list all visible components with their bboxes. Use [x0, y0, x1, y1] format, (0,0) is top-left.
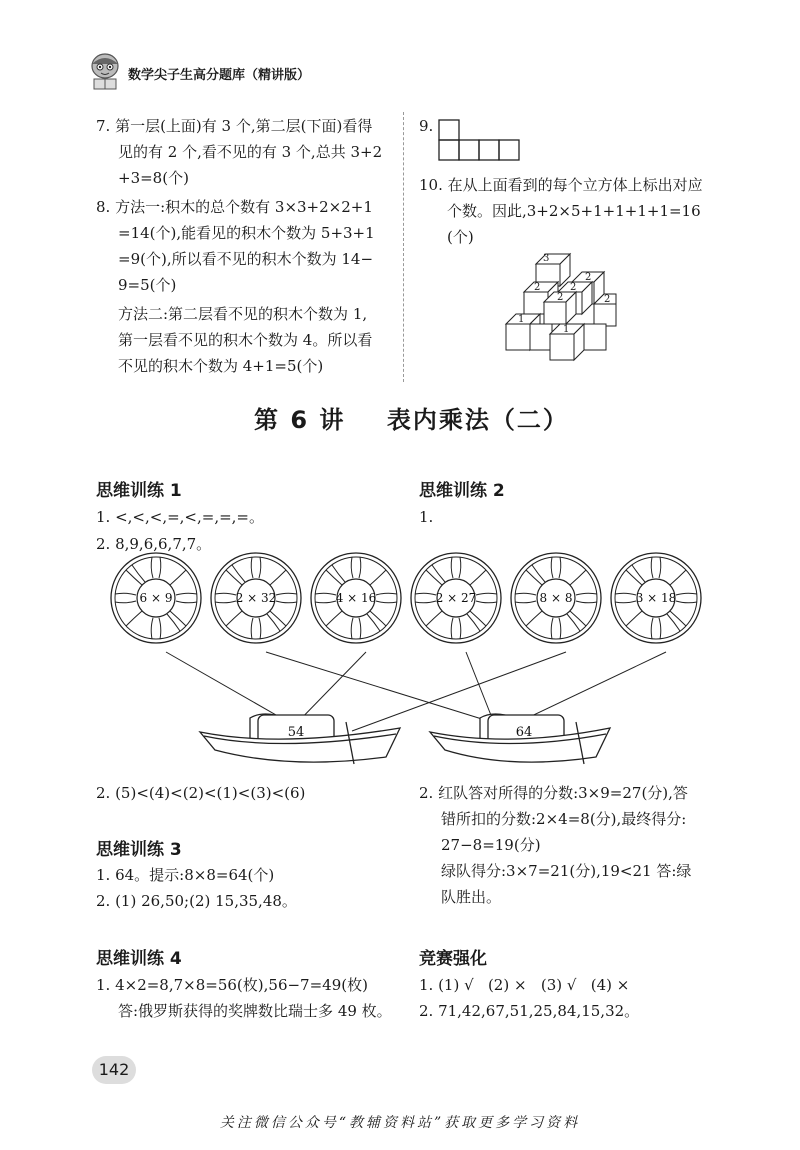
- page-number: 142: [98, 1060, 130, 1079]
- cube-label-l1: 2: [534, 282, 541, 293]
- section-title-training-3: 思维训练 3: [96, 840, 182, 860]
- cube-label-b1: 1: [518, 314, 525, 325]
- competition-answer-2: 2. 71,42,67,51,25,84,15,32。: [419, 1002, 640, 1020]
- training-1-answer-2-order: 2. (5)<(4)<(2)<(1)<(3)<(6): [96, 784, 306, 802]
- q10-line-1: 10. 在从上面看到的每个立方体上标出对应: [419, 176, 703, 194]
- training-3-answer-1: 1. 64。提示:8×8=64(个): [96, 866, 275, 884]
- competition-answer-1: 1. (1) √ (2) × (3) √ (4) ×: [419, 976, 630, 994]
- training-2-answer-2-line-5: 队胜出。: [441, 888, 502, 906]
- q8-line-1: 8. 方法一:积木的总个数有 3×3+2×2+1: [96, 198, 373, 216]
- cube-label-b2: 1: [563, 324, 570, 335]
- matching-figure: [100, 552, 710, 782]
- cube-stack-figure: [500, 248, 625, 368]
- q8-line-5: 方法二:第二层看不见的积木个数为 1,: [118, 305, 368, 323]
- training-2-answer-1: 1.: [419, 508, 434, 526]
- boat-label-1: 54: [287, 725, 305, 740]
- training-3-answer-2: 2. (1) 26,50;(2) 15,35,48。: [96, 892, 297, 910]
- ring-label-5: 8 × 8: [539, 591, 573, 605]
- training-4-answer-2: 答:俄罗斯获得的奖牌数比瑞士多 49 枚。: [118, 1002, 392, 1020]
- training-2-answer-2-line-4: 绿队得分:3×7=21(分),19<21 答:绿: [441, 862, 692, 880]
- book-title: 数学尖子生高分题库（精讲版）: [128, 68, 311, 83]
- q10-line-2: 个数。因此,3+2×5+1+1+1+1=16: [447, 202, 701, 220]
- section-title-training-4: 思维训练 4: [96, 949, 182, 969]
- q7-line-1: 7. 第一层(上面)有 3 个,第二层(下面)看得: [96, 117, 373, 135]
- q8-line-6: 第一层看不见的积木个数为 4。所以看: [118, 331, 373, 349]
- q9-squares-figure: [437, 118, 527, 164]
- training-4-answer-1: 1. 4×2=8,7×8=56(枚),56−7=49(枚): [96, 976, 368, 994]
- q8-line-2: =14(个),能看见的积木个数为 5+3+1: [118, 224, 375, 242]
- lecture-title: 第 6 讲 表内乘法（二）: [254, 406, 569, 434]
- training-2-answer-2-line-2: 错所扣的分数:2×4=8(分),最终得分:: [441, 810, 687, 828]
- q8-line-7: 不见的积木个数为 4+1=5(个): [118, 357, 324, 375]
- ring-label-4: 2 × 27: [435, 591, 477, 605]
- mascot-icon: [88, 52, 122, 92]
- boat-label-2: 64: [515, 725, 533, 740]
- cube-label-r1: 2: [585, 272, 592, 283]
- q10-line-3: (个): [447, 228, 474, 246]
- training-2-answer-2-line-3: 27−8=19(分): [441, 836, 541, 854]
- ring-label-2: 2 × 32: [235, 591, 277, 605]
- q8-line-3: =9(个),所以看不见的积木个数为 14−: [118, 250, 374, 268]
- section-title-training-1: 思维训练 1: [96, 481, 182, 501]
- footer-note: 关注微信公众号“教辅资料站”获取更多学习资料: [219, 1115, 581, 1131]
- training-2-answer-2-line-1: 2. 红队答对所得的分数:3×9=27(分),答: [419, 784, 688, 802]
- q7-line-2: 见的有 2 个,看不见的有 3 个,总共 3+2: [118, 143, 383, 161]
- training-1-answer-1: 1. <,<,<,=,<,=,=,=。: [96, 508, 265, 526]
- ring-label-6: 3 × 18: [635, 591, 677, 605]
- ring-label-1: 6 × 9: [139, 591, 173, 605]
- ring-label-3: 4 × 16: [335, 591, 377, 605]
- training-1-answer-2: 2. 8,9,6,6,7,7。: [96, 535, 212, 553]
- cube-label-top: 3: [543, 253, 550, 264]
- cube-label-r2: 2: [570, 282, 577, 293]
- column-divider-top: [403, 112, 405, 382]
- section-title-competition: 竞赛强化: [419, 949, 487, 969]
- cube-label-l2: 2: [557, 292, 564, 303]
- q9-label: 9.: [419, 117, 434, 135]
- cube-label-r3: 2: [604, 294, 611, 305]
- section-title-training-2: 思维训练 2: [419, 481, 505, 501]
- q7-line-3: +3=8(个): [118, 169, 189, 187]
- q8-line-4: 9=5(个): [118, 276, 177, 294]
